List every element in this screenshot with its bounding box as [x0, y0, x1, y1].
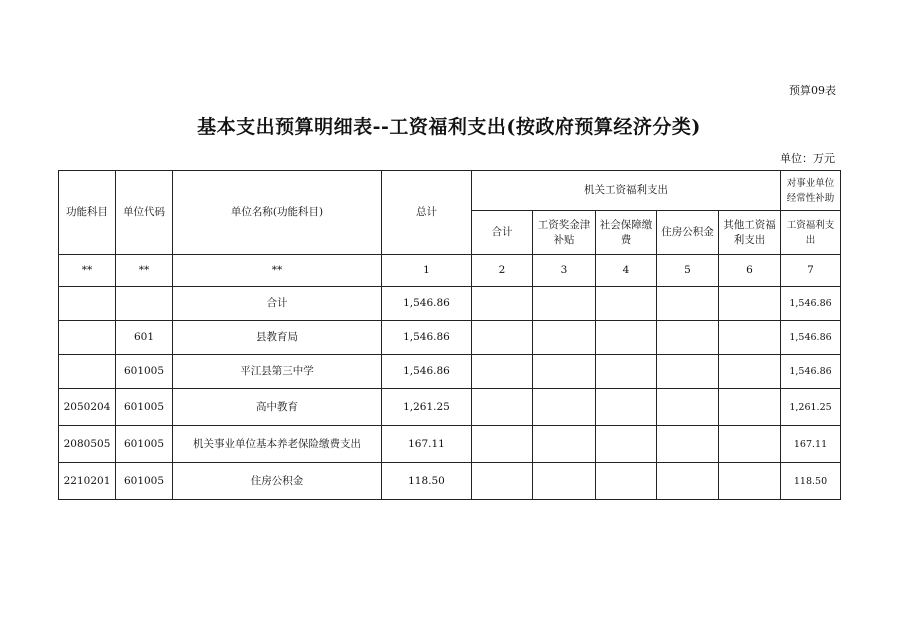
index-cell: **: [173, 255, 382, 287]
table-row: [59, 426, 841, 463]
value-cell: [719, 287, 781, 321]
value-cell: [719, 355, 781, 389]
table-row: [59, 389, 841, 426]
value-cell: [719, 321, 781, 355]
value-cell: [533, 287, 596, 321]
value-cell: [719, 463, 781, 500]
header-salary: 工资奖金津补贴: [533, 211, 596, 255]
value-cell: [596, 426, 657, 463]
name-cell: 合计: [173, 287, 382, 321]
header-sub-total: 合计: [472, 211, 533, 255]
value-cell: [596, 321, 657, 355]
header-unit-name: 单位名称(功能科目): [173, 171, 382, 255]
value-cell: [657, 389, 719, 426]
value-cell: [533, 389, 596, 426]
value-cell: [596, 463, 657, 500]
total-cell: 1,546.86: [382, 355, 472, 389]
welfare-cell: 1,546.86: [781, 287, 841, 321]
value-cell: [596, 287, 657, 321]
value-cell: [596, 355, 657, 389]
table-row: [59, 321, 841, 355]
header-total: 总计: [382, 171, 472, 255]
header-social: 社会保障缴费: [596, 211, 657, 255]
value-cell: [533, 321, 596, 355]
total-cell: 118.50: [382, 463, 472, 500]
header-subsidy-group: 对事业单位经常性补助: [781, 171, 841, 211]
index-cell: 3: [533, 255, 596, 287]
header-row-1: [59, 171, 841, 211]
value-cell: [472, 389, 533, 426]
value-cell: [657, 426, 719, 463]
func-cell: 2050204: [59, 389, 116, 426]
welfare-cell: 1,261.25: [781, 389, 841, 426]
name-cell: 县教育局: [173, 321, 382, 355]
total-cell: 1,546.86: [382, 321, 472, 355]
value-cell: [657, 287, 719, 321]
table-row: [59, 355, 841, 389]
total-cell: 167.11: [382, 426, 472, 463]
index-cell: 5: [657, 255, 719, 287]
value-cell: [719, 389, 781, 426]
value-cell: [472, 321, 533, 355]
name-cell: 平江县第三中学: [173, 355, 382, 389]
unit-label: 单位：万元: [780, 152, 835, 165]
table-row: [59, 287, 841, 321]
value-cell: [472, 287, 533, 321]
func-cell: [59, 355, 116, 389]
code-cell: 601: [116, 321, 173, 355]
func-cell: [59, 287, 116, 321]
index-cell: **: [59, 255, 116, 287]
total-cell: 1,261.25: [382, 389, 472, 426]
table-row: [59, 463, 841, 500]
value-cell: [472, 426, 533, 463]
index-cell: 6: [719, 255, 781, 287]
welfare-cell: 118.50: [781, 463, 841, 500]
func-cell: 2210201: [59, 463, 116, 500]
index-cell: 1: [382, 255, 472, 287]
value-cell: [472, 463, 533, 500]
index-cell: 7: [781, 255, 841, 287]
value-cell: [596, 389, 657, 426]
index-cell: 4: [596, 255, 657, 287]
header-unit-code: 单位代码: [116, 171, 173, 255]
name-cell: 住房公积金: [173, 463, 382, 500]
index-cell: 2: [472, 255, 533, 287]
welfare-cell: 1,546.86: [781, 321, 841, 355]
func-cell: [59, 321, 116, 355]
value-cell: [657, 463, 719, 500]
header-welfare: 工资福利支出: [781, 211, 841, 255]
code-cell: 601005: [116, 463, 173, 500]
form-number: 预算09表: [789, 84, 836, 97]
value-cell: [533, 463, 596, 500]
index-cell: **: [116, 255, 173, 287]
value-cell: [472, 355, 533, 389]
code-cell: 601005: [116, 355, 173, 389]
name-cell: 高中教育: [173, 389, 382, 426]
header-agency-group: 机关工资福利支出: [472, 171, 781, 211]
name-cell: 机关事业单位基本养老保险缴费支出: [173, 426, 382, 463]
header-func-subject: 功能科目: [59, 171, 116, 255]
page-title: 基本支出预算明细表--工资福利支出(按政府预算经济分类): [197, 116, 701, 138]
value-cell: [533, 355, 596, 389]
value-cell: [657, 321, 719, 355]
value-cell: [657, 355, 719, 389]
budget-table: [58, 170, 841, 500]
value-cell: [533, 426, 596, 463]
welfare-cell: 1,546.86: [781, 355, 841, 389]
total-cell: 1,546.86: [382, 287, 472, 321]
code-cell: 601005: [116, 389, 173, 426]
welfare-cell: 167.11: [781, 426, 841, 463]
header-housing: 住房公积金: [657, 211, 719, 255]
code-cell: 601005: [116, 426, 173, 463]
func-cell: 2080505: [59, 426, 116, 463]
value-cell: [719, 426, 781, 463]
header-other: 其他工资福利支出: [719, 211, 781, 255]
index-row: [59, 255, 841, 287]
code-cell: [116, 287, 173, 321]
